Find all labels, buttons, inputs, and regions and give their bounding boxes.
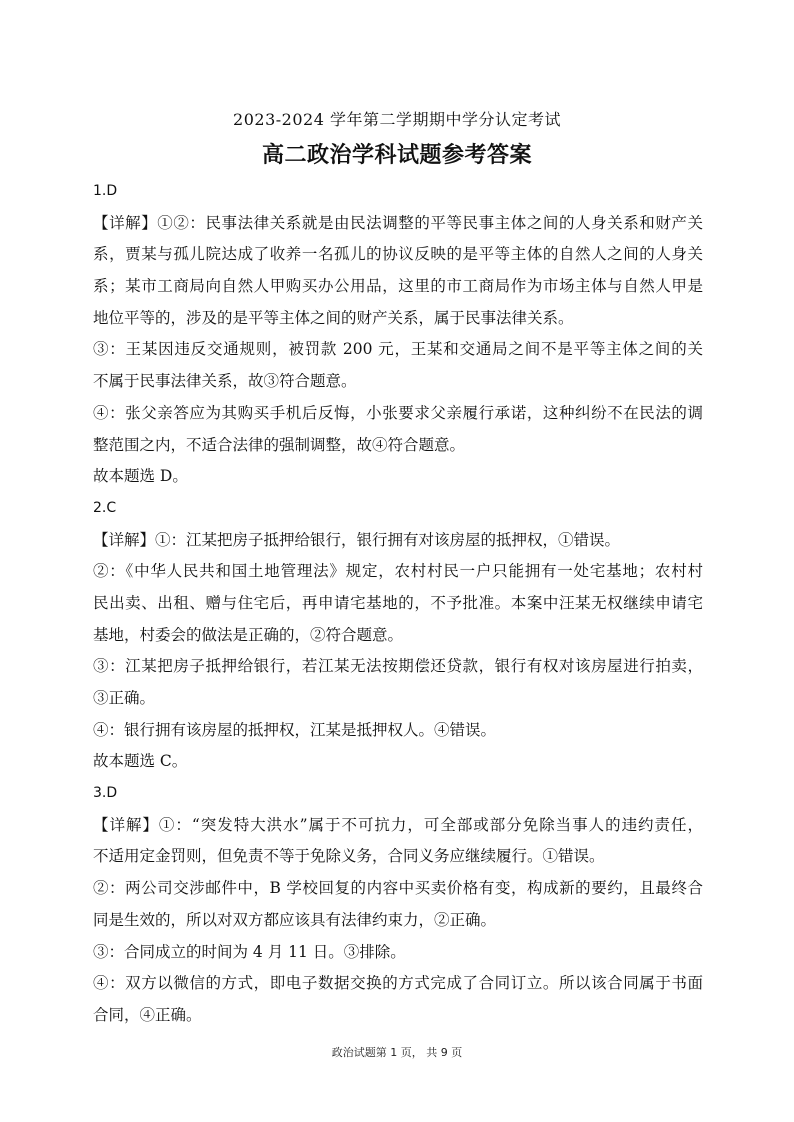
question-number-1: 1.D [93,183,118,199]
explanation-line: 【详解】①：江某把房子抵押给银行，银行拥有对该房屋的抵押权，①错误。 [93,530,621,549]
explanation-line: ②：两公司交涉邮件中，B 学校回复的内容中买卖价格有变，构成新的要约，且最终合 [93,879,703,898]
explanation-line: ②：《中华人民共和国土地管理法》规定，农村村民一户只能拥有一处宅基地；农村村 [93,562,703,581]
page-footer: 政治试题第 1 页， 共 9 页 [331,1046,463,1059]
question-number-3: 3.D [93,785,118,802]
answer-conclusion: 故本题选 C。 [93,752,188,771]
explanation-line: ③：合同成立的时间为 4 月 11 日。③排除。 [93,942,406,961]
explanation-line: 不适用定金罚则，但免责不等于免除义务，合同义务应继续履行。①错误。 [93,847,605,866]
explanation-line: 整范围之内，不适合法律的强制调整，故④符合题意。 [93,435,466,454]
explanation-line: 不属于民事法律关系，故③符合题意。 [93,372,357,391]
explanation-line: 【详解】①：“突发特大洪水”属于不可抗力，可全部或部分免除当事人的违约责任， [93,815,703,834]
explanation-line: 系；某市工商局向自然人甲购买办公用品，这里的市工商局作为市场主体与自然人甲是 [93,277,703,296]
explanation-line: ④：张父亲答应为其购买手机后反悔，小张要求父亲履行承诺，这种纠纷不在民法的调 [93,403,703,422]
explanation-line: 合同，④正确。 [93,1005,202,1024]
answer-body [93,176,703,1032]
explanation-line: 民出卖、出租、赠与住宅后，再申请宅基地的，不予批准。本案中汪某无权继续申请宅 [93,593,703,612]
explanation-line: ④：银行拥有该房屋的抵押权，江某是抵押权人。④错误。 [93,720,497,739]
explanation-line: ③正确。 [93,689,156,707]
exam-subtitle: 2023-2024 学年第二学期期中学分认定考试 [233,110,561,129]
explanation-line: 地位平等的，涉及的是平等主体之间的财产关系，属于民事法律关系。 [93,308,574,327]
explanation-line: ③：江某把房子抵押给银行，若江某无法按期偿还贷款，银行有权对该房屋进行拍卖， [93,657,703,676]
explanation-line: 基地，村委会的做法是正确的，②符合题意。 [93,625,404,644]
question-number-2: 2.C [93,499,117,516]
explanation-line: ③：王某因违反交通规则，被罚款 200 元，王某和交通局之间不是平等主体之间的关 [93,340,703,359]
explanation-line: 同是生效的，所以对双方都应该具有法律约束力，②正确。 [93,910,497,929]
answer-conclusion: 故本题选 D。 [93,467,188,486]
explanation-line: 【详解】①②：民事法律关系就是由民法调整的平等民事主体之间的人身关系和财产关 [93,213,703,232]
explanation-line: 系，贾某与孤儿院达成了收养一名孤儿的协议反映的是平等主体的自然人之间的人身关 [93,245,703,264]
explanation-line: ④：双方以微信的方式，即电子数据交换的方式完成了合同订立。所以该合同属于书面 [93,974,703,993]
page-title: 高二政治学科试题参考答案 [261,143,532,168]
